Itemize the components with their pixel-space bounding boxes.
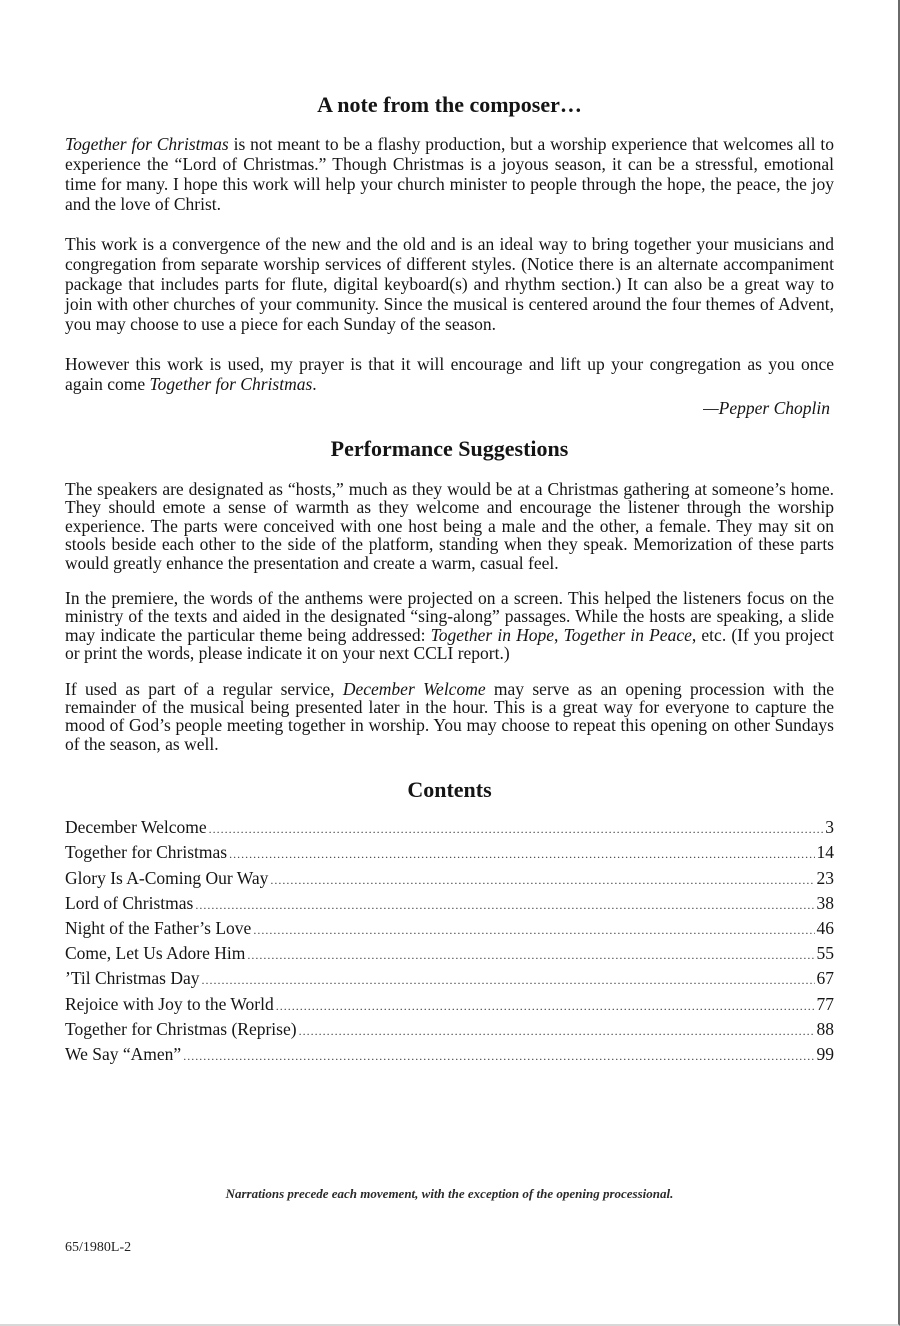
contents-item-title: Together for Christmas (Reprise) xyxy=(65,1018,297,1039)
composer-paragraph-1 xyxy=(65,134,834,214)
contents-item-page: 99 xyxy=(816,1043,834,1064)
contents-item-page: 14 xyxy=(816,842,834,863)
contents-item-page: 55 xyxy=(816,943,834,964)
composer-note-section xyxy=(65,92,834,418)
theme-title-hope: Together in Hope xyxy=(430,624,555,645)
performance-paragraph-2 xyxy=(65,589,834,663)
performance-section xyxy=(65,436,834,753)
leader-dots xyxy=(229,842,814,867)
composer-paragraph-1-text: is not meant to be a flashy production, but a worship experience that welcomes all to experience the “Lord of Christmas.” Though Christmas is a joyous season, it can be a stressful, emotional time for many. I hope this work will help your church minister to people through the hope, the peace, the joy and the love of Christ. xyxy=(65,134,834,214)
contents-item-title: Together for Christmas xyxy=(65,842,228,863)
composer-paragraph-3-end: . xyxy=(312,374,317,394)
narration-footnote: Narrations precede each movement, with the exception of the opening processional. xyxy=(225,1186,674,1201)
contents-item-page: 77 xyxy=(816,993,834,1014)
performance-paragraph-2-text: In the premiere, the words of the anthems were projected on a screen. This helped the listeners focus on the ministry of the texts and aided in the designated “sing-along” passages. While the hosts are speaking, a slide may indicate the particular theme being addressed: xyxy=(65,588,834,645)
contents-item-page: 23 xyxy=(816,867,834,888)
performance-paragraph-3 xyxy=(65,680,834,754)
contents-item-title: December Welcome xyxy=(65,817,207,838)
leader-dots xyxy=(202,968,815,993)
leader-dots xyxy=(270,868,814,893)
contents-heading: Contents xyxy=(407,777,492,803)
composer-note-heading: A note from the composer… xyxy=(317,92,582,117)
contents-list xyxy=(65,815,834,1067)
contents-item-title: ’Til Christmas Day xyxy=(65,968,200,989)
contents-item-title: Lord of Christmas xyxy=(65,892,194,913)
theme-title-peace: Together in Peace xyxy=(563,624,692,645)
contents-section xyxy=(65,777,834,1067)
contents-item xyxy=(65,966,834,991)
composer-signature: —Pepper Choplin xyxy=(703,398,830,418)
contents-item-title: Come, Let Us Adore Him xyxy=(65,943,246,964)
page-content xyxy=(65,92,834,1067)
performance-paragraph-1: The speakers are designated as “hosts,” much as they would be at a Christmas gathering at someone’s home. They should emote a sense of warmth as they welcome and encourage the listener through the worship experience. The parts were conceived with one host being a male and the other, a female. They may sit on stools beside each other to the side of the platform, standing when they speak. Memorization of these parts would greatly enhance the presentation and create a warm, casual feel. xyxy=(65,479,834,573)
work-title: Together for Christmas xyxy=(149,374,313,394)
work-title: Together for Christmas xyxy=(65,134,229,154)
composer-paragraph-2: This work is a convergence of the new and the old and is an ideal way to bring together your musicians and congregation from separate worship services of different styles. (Notice there is an alternate accompaniment package that includes parts for flute, digital keyboard(s) and rhythm section.) It can also be a great way to join with other churches of your community. Since the musical is centered around the four themes of Advent, you may choose to use a piece for each Sunday of the season. xyxy=(65,234,834,334)
contents-item-title: Rejoice with Joy to the World xyxy=(65,993,274,1014)
contents-item xyxy=(65,1042,834,1067)
contents-item-page: 67 xyxy=(816,968,834,989)
contents-item xyxy=(65,891,834,916)
contents-item xyxy=(65,815,834,840)
leader-dots xyxy=(247,943,814,968)
contents-item-page: 3 xyxy=(825,817,834,838)
leader-dots xyxy=(183,1044,814,1069)
contents-item-title: We Say “Amen” xyxy=(65,1043,182,1064)
performance-paragraph-3-text: If used as part of a regular service, xyxy=(65,678,343,699)
contents-item xyxy=(65,992,834,1017)
leader-dots xyxy=(299,1019,815,1044)
leader-dots xyxy=(209,817,824,842)
catalog-number: 65/1980L-2 xyxy=(65,1240,132,1255)
contents-item-page: 46 xyxy=(816,918,834,939)
leader-dots xyxy=(276,994,815,1019)
contents-item-title: Glory Is A-Coming Our Way xyxy=(65,867,269,888)
performance-heading: Performance Suggestions xyxy=(330,436,569,461)
performance-paragraph-2-end: , etc. (If you project or print the words, please indicate it on your next CCLI report.) xyxy=(65,624,835,664)
performance-paragraph-3-end: may serve as an opening procession with the remainder of the musical being presented later in the hour. This is a great way for everyone to capture the mood of God’s people meeting together in worship. You may choose to repeat this opening on other Sundays of the season, as well. xyxy=(65,678,834,754)
contents-item xyxy=(65,941,834,966)
composer-paragraph-3-text: However this work is used, my prayer is that it will encourage and lift up your congregation as you once again come xyxy=(65,354,834,394)
contents-item-title: Night of the Father’s Love xyxy=(65,918,252,939)
contents-item xyxy=(65,840,834,865)
contents-item-page: 88 xyxy=(816,1018,834,1039)
leader-dots xyxy=(195,893,814,918)
contents-item xyxy=(65,1017,834,1042)
piece-title: December Welcome xyxy=(342,678,486,699)
composer-paragraph-3 xyxy=(65,354,834,394)
theme-separator: , xyxy=(554,624,564,645)
contents-item xyxy=(65,916,834,941)
contents-item-page: 38 xyxy=(816,892,834,913)
contents-item xyxy=(65,866,834,891)
leader-dots xyxy=(253,918,814,943)
